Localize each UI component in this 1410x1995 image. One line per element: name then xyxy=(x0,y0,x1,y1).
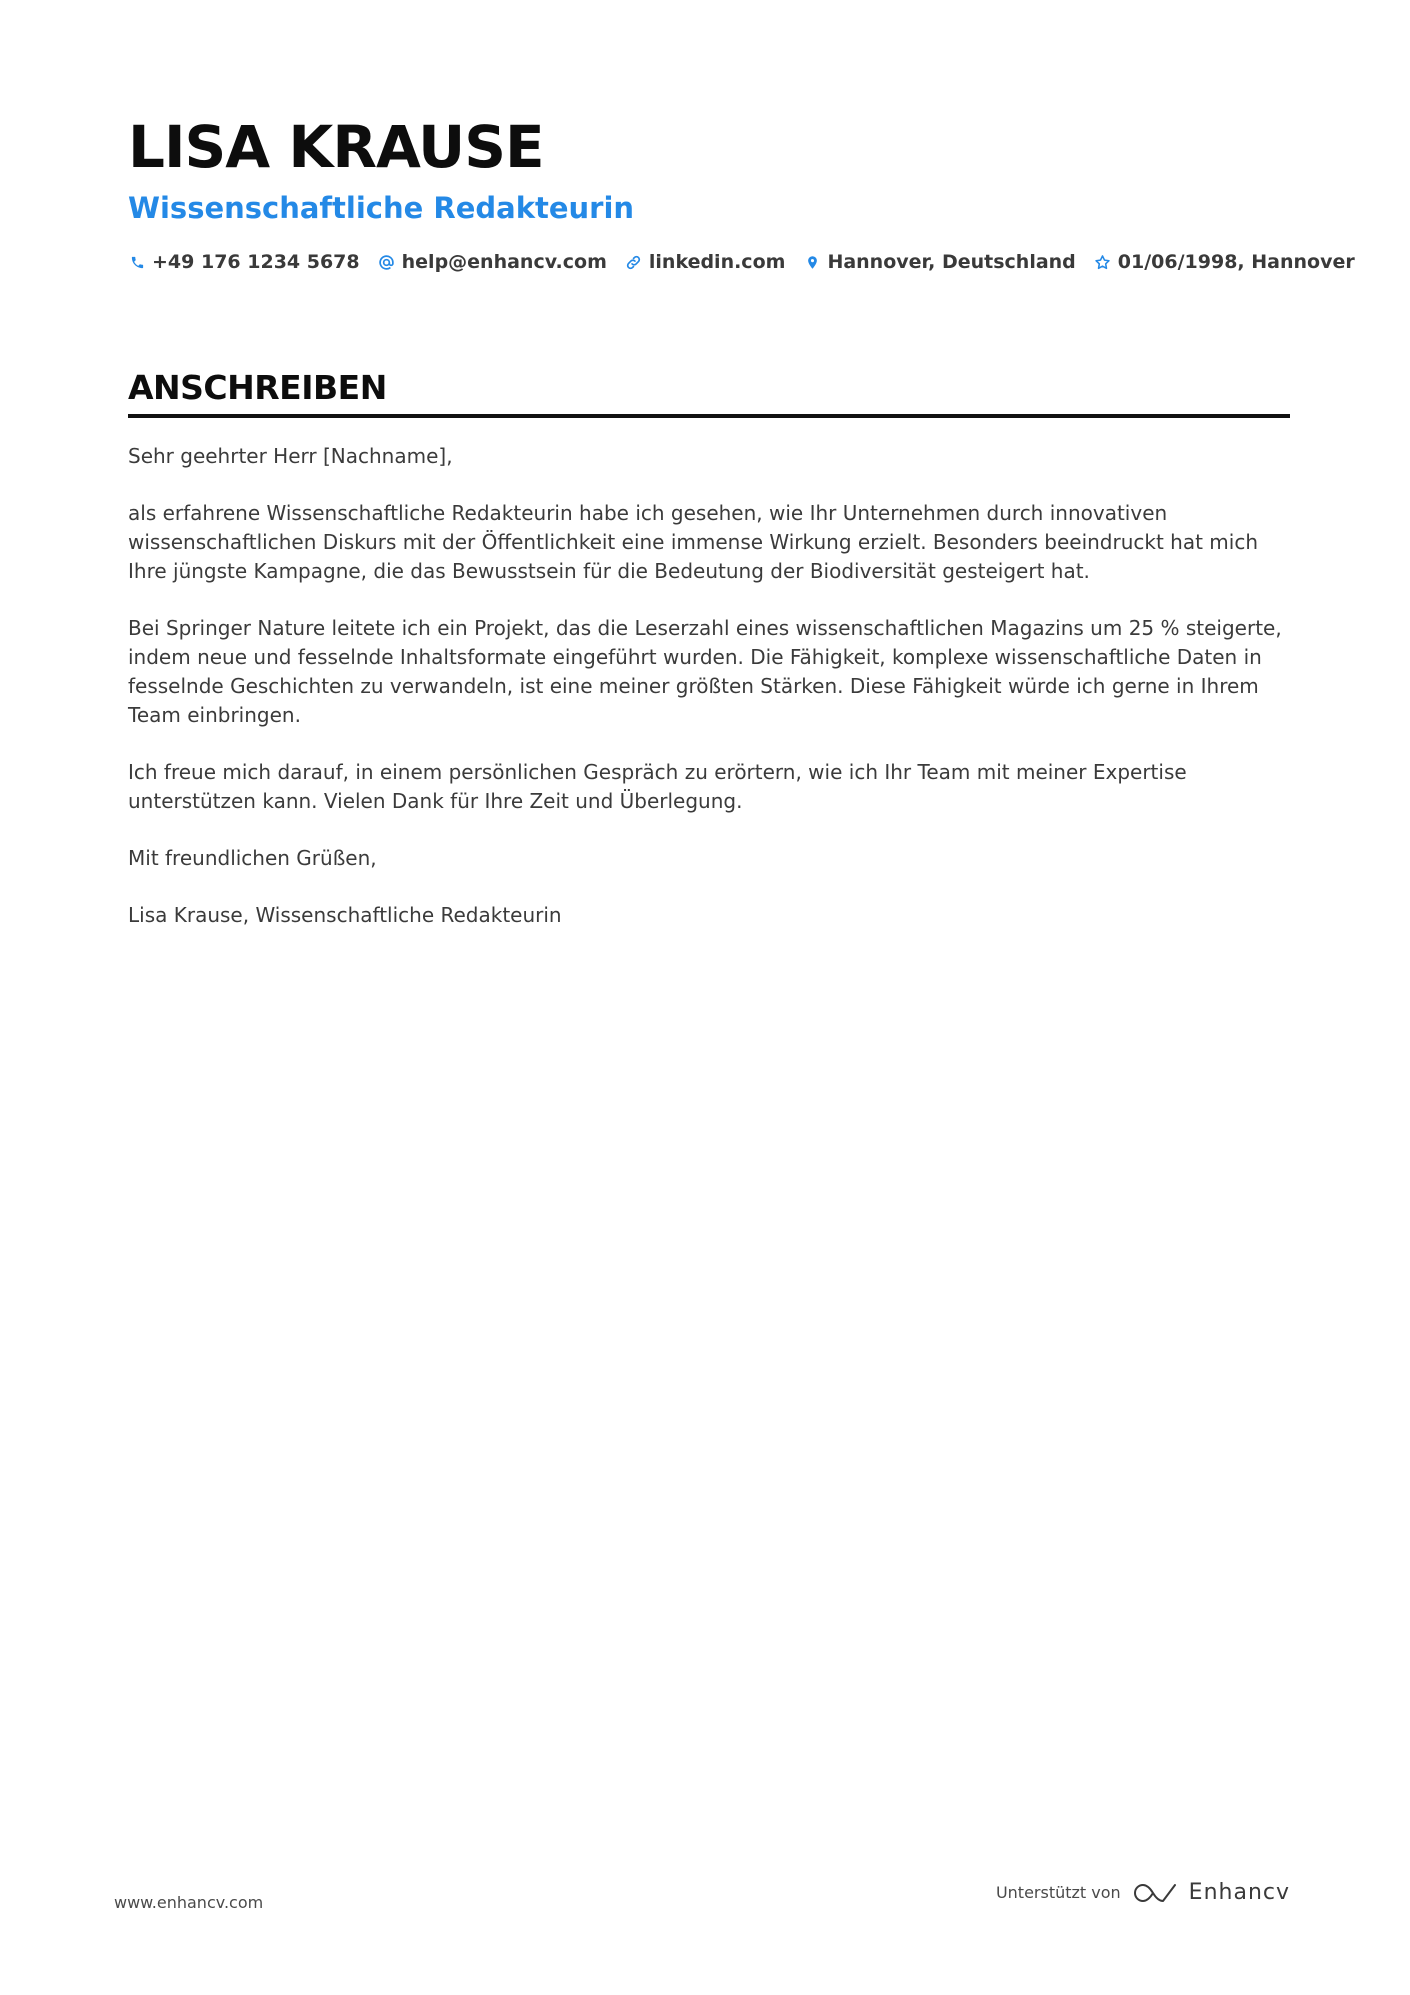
contact-linkedin-text[interactable]: linkedin.com xyxy=(648,251,786,273)
link-icon xyxy=(625,253,643,271)
enhancv-logo-icon xyxy=(1133,1881,1179,1905)
signature: Lisa Krause, Wissenschaftliche Redakteurin xyxy=(128,903,562,927)
contact-location-text: Hannover, Deutschland xyxy=(827,251,1076,273)
star-icon xyxy=(1094,253,1112,271)
contact-email[interactable] xyxy=(378,248,607,276)
contact-location xyxy=(803,248,1075,276)
location-pin-icon xyxy=(803,253,821,271)
candidate-name: LISA KRAUSE xyxy=(128,113,544,181)
paragraph-closing: Ich freue mich darauf, in einem persönlichen Gespräch zu erörtern, wie ich Ihr Team mit meiner Expertise unterstützen kann. Vielen Dank für Ihre Zeit und Überlegung. xyxy=(128,760,1187,813)
candidate-title: Wissenschaftliche Redakteurin xyxy=(128,191,635,225)
at-icon xyxy=(378,253,396,271)
section-heading: ANSCHREIBEN xyxy=(128,368,387,407)
contact-phone-text: +49 176 1234 5678 xyxy=(152,251,360,273)
section-divider xyxy=(128,414,1290,418)
contact-birth-text: 01/06/1998, Hannover xyxy=(1117,251,1355,273)
footer-powered-by xyxy=(996,1880,1290,1905)
contact-phone xyxy=(128,248,360,276)
footer-website[interactable]: www.enhancv.com xyxy=(114,1893,264,1912)
phone-icon xyxy=(128,253,146,271)
contact-bar xyxy=(128,248,1355,276)
salutation: Sehr geehrter Herr [Nachname], xyxy=(128,444,453,468)
paragraph-experience: Bei Springer Nature leitete ich ein Projekt, das die Leserzahl eines wissenschaftlichen Magazins um 25 % steigerte, indem neue und fesselnde Inhaltsformate eingeführt wurden. Die Fähigkeit, komplexe wissenschaftliche Daten in fesselnde Geschichten zu verwandeln, ist eine meiner größten Stärken. Diese Fähigkeit würde ich gerne in Ihrem Team einbringen. xyxy=(128,616,1282,727)
header xyxy=(128,112,1355,276)
valediction: Mit freundlichen Grüßen, xyxy=(128,846,377,870)
paragraph-intro: als erfahrene Wissenschaftliche Redakteurin habe ich gesehen, wie Ihr Unternehmen durch innovativen wissenschaftlichen Diskurs mit der Öffentlichkeit eine immense Wirkung erzielt. Besonders beeindruckt hat mich Ihre jüngste Kampagne, die das Bewusstsein für die Bedeutung der Biodiversität gesteigert hat. xyxy=(128,501,1259,583)
contact-birth xyxy=(1094,248,1355,276)
brand-name: Enhancv xyxy=(1188,1880,1290,1905)
cover-letter-section xyxy=(128,366,1290,958)
powered-by-label: Unterstützt von xyxy=(995,1883,1121,1902)
contact-linkedin[interactable] xyxy=(625,248,786,276)
contact-email-text[interactable]: help@enhancv.com xyxy=(401,251,607,273)
letter-body xyxy=(128,442,1290,930)
